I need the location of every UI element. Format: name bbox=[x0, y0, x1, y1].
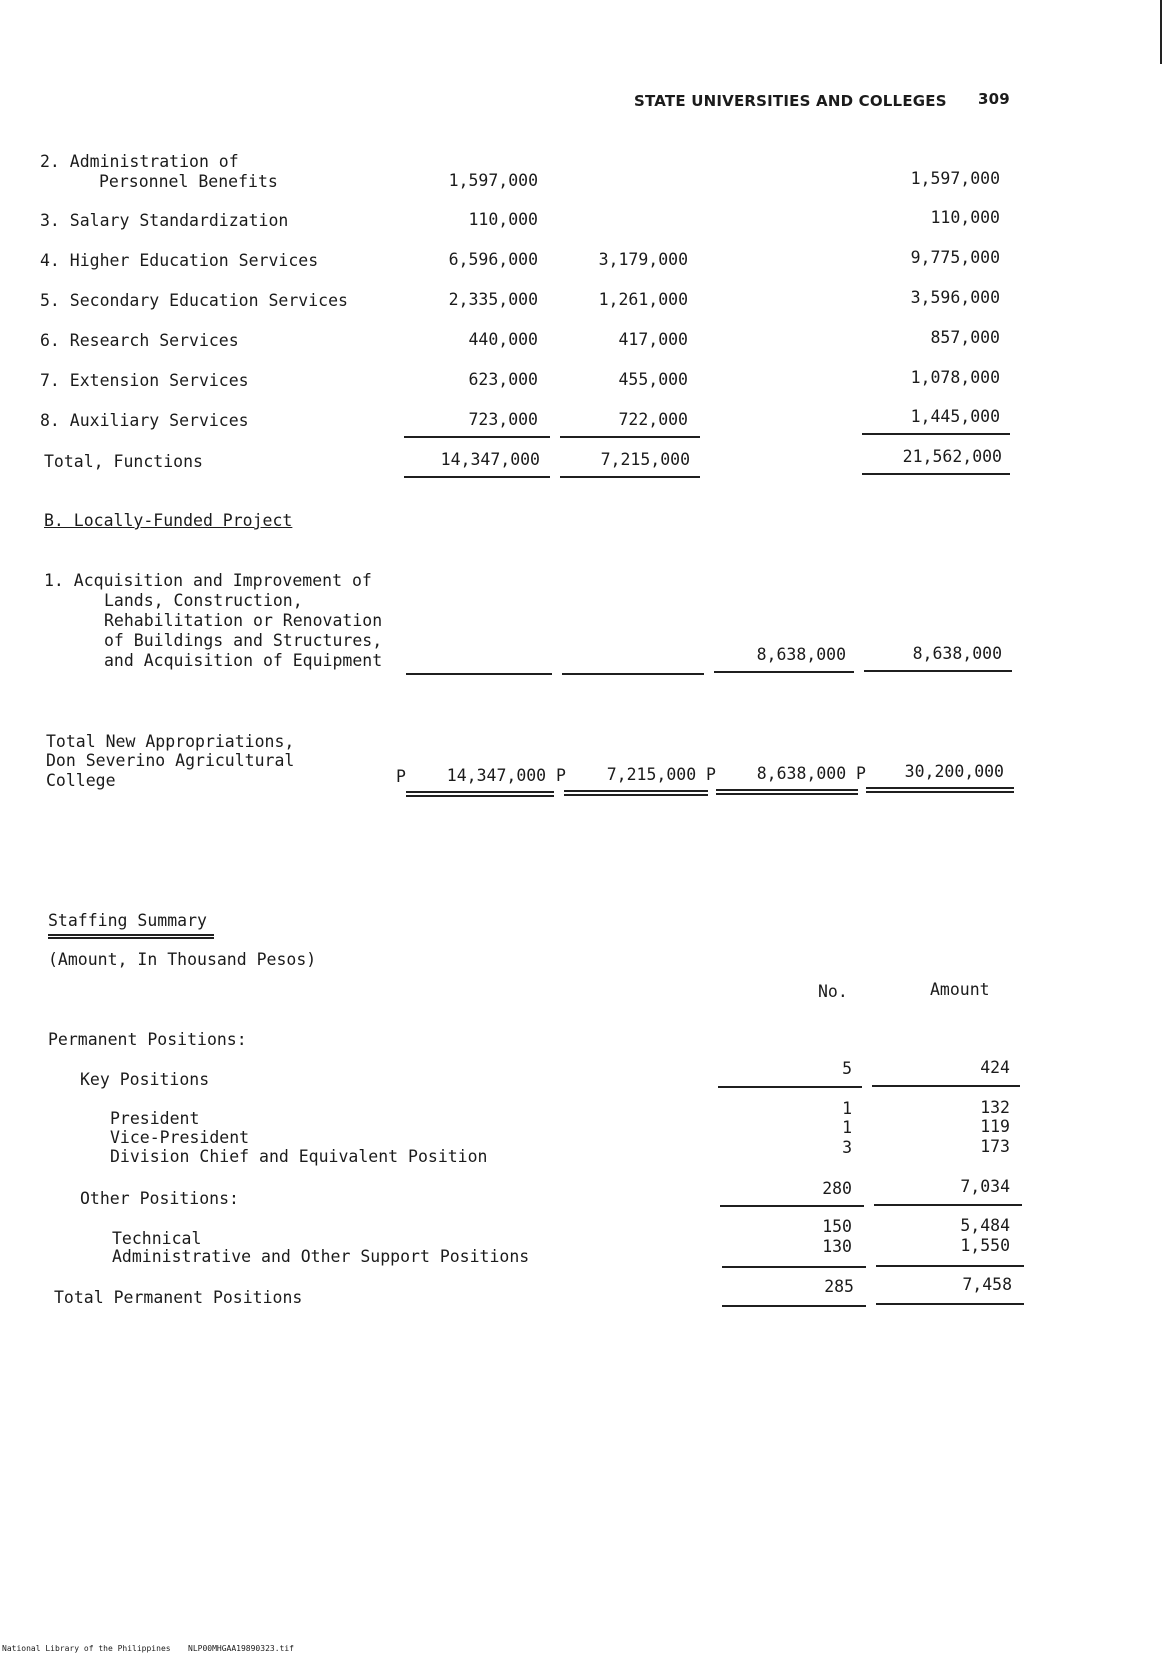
page-edge-mark bbox=[1160, 0, 1162, 64]
total-functions-col2: 7,215,000 bbox=[600, 450, 690, 469]
project-rule bbox=[406, 673, 552, 675]
total-new-col3: 8,638,000 P bbox=[756, 764, 866, 783]
function-label: 8. Auxiliary Services bbox=[40, 411, 249, 430]
grand-total-double-rule bbox=[716, 789, 858, 795]
key-positions-no: 5 bbox=[842, 1059, 852, 1078]
function-amount-total: 9,775,000 bbox=[910, 248, 1000, 267]
project-label-cont: Lands, Construction, bbox=[104, 591, 303, 610]
staffing-rule bbox=[876, 1303, 1024, 1305]
function-amount-col1: 2,335,000 bbox=[448, 290, 538, 309]
position-no: 130 bbox=[822, 1237, 852, 1256]
function-label: 3. Salary Standardization bbox=[40, 211, 289, 230]
position-no: 1 bbox=[842, 1118, 852, 1137]
function-amount-col1: 723,000 bbox=[468, 410, 538, 429]
total-functions-total: 21,562,000 bbox=[902, 447, 1002, 466]
function-label: 7. Extension Services bbox=[40, 371, 249, 390]
total-permanent-amount: 7,458 bbox=[962, 1275, 1012, 1294]
function-amount-col1: 6,596,000 bbox=[448, 250, 538, 269]
project-label-cont: and Acquisition of Equipment bbox=[104, 651, 383, 670]
other-positions-label: Other Positions: bbox=[80, 1189, 239, 1208]
function-amount-col1: 440,000 bbox=[468, 330, 538, 349]
scan-footer-filename: NLP00MHGAA19890323.tif bbox=[188, 1644, 294, 1653]
function-amount-total: 1,597,000 bbox=[910, 169, 1000, 188]
position-label: Vice-President bbox=[110, 1128, 250, 1147]
staffing-rule bbox=[872, 1085, 1020, 1087]
function-amount-col2: 455,000 bbox=[618, 370, 688, 389]
project-label: 1. Acquisition and Improvement of bbox=[44, 571, 372, 590]
function-amount-col1: 110,000 bbox=[468, 210, 538, 229]
position-label: Technical bbox=[112, 1229, 202, 1248]
column-header-amount: Amount bbox=[930, 980, 990, 999]
position-amount: 132 bbox=[980, 1098, 1010, 1117]
total-permanent-label: Total Permanent Positions bbox=[54, 1288, 303, 1307]
position-no: 1 bbox=[842, 1099, 852, 1118]
staffing-title: Staffing Summary bbox=[48, 911, 207, 930]
function-amount-col1: 1,597,000 bbox=[448, 171, 538, 190]
function-amount-col2: 722,000 bbox=[618, 410, 688, 429]
position-amount: 1,550 bbox=[960, 1236, 1010, 1255]
project-amount-total: 8,638,000 bbox=[912, 644, 1002, 663]
position-amount: 119 bbox=[980, 1117, 1010, 1136]
staffing-rule bbox=[874, 1204, 1022, 1206]
staffing-rule bbox=[722, 1266, 866, 1268]
total-rule bbox=[404, 476, 550, 478]
running-header-title: STATE UNIVERSITIES AND COLLEGES bbox=[634, 92, 947, 110]
staffing-rule bbox=[718, 1086, 862, 1088]
staffing-subtitle: (Amount, In Thousand Pesos) bbox=[48, 950, 317, 969]
function-label: 5. Secondary Education Services bbox=[40, 291, 348, 310]
scan-footer-library: National Library of the Philippines bbox=[2, 1644, 171, 1653]
position-label: Administrative and Other Support Positions bbox=[112, 1247, 530, 1266]
total-new-total: 30,200,000 bbox=[904, 762, 1004, 781]
total-rule bbox=[862, 473, 1010, 475]
project-rule bbox=[562, 673, 704, 675]
staffing-rule bbox=[876, 1265, 1024, 1267]
staffing-rule bbox=[722, 1305, 866, 1307]
total-new-label-cont: Don Severino Agricultural bbox=[46, 751, 295, 770]
key-positions-label: Key Positions bbox=[80, 1070, 210, 1089]
position-no: 150 bbox=[822, 1217, 852, 1236]
total-permanent-no: 285 bbox=[824, 1277, 854, 1296]
grand-total-double-rule bbox=[866, 787, 1014, 793]
function-amount-total: 857,000 bbox=[930, 328, 1000, 347]
subtotal-rule bbox=[862, 433, 1010, 435]
staffing-title-double-underline bbox=[48, 934, 214, 939]
key-positions-amount: 424 bbox=[980, 1058, 1010, 1077]
total-new-label-cont: College bbox=[46, 771, 116, 790]
function-label-cont: Personnel Benefits bbox=[99, 172, 278, 191]
total-functions-col1: 14,347,000 bbox=[440, 450, 540, 469]
function-label: 6. Research Services bbox=[40, 331, 239, 350]
project-label-cont: Rehabilitation or Renovation bbox=[104, 611, 383, 630]
function-label: 2. Administration of bbox=[40, 152, 239, 171]
section-heading-locally-funded: B. Locally-Funded Project bbox=[44, 511, 293, 530]
position-label: Division Chief and Equivalent Position bbox=[110, 1147, 488, 1166]
other-positions-no: 280 bbox=[822, 1179, 852, 1198]
peso-sign: P bbox=[396, 767, 406, 786]
column-header-no: No. bbox=[818, 982, 848, 1001]
total-functions-label: Total, Functions bbox=[44, 452, 203, 471]
total-new-col2: 7,215,000 P bbox=[606, 765, 716, 784]
permanent-positions-label: Permanent Positions: bbox=[48, 1030, 247, 1049]
function-amount-col2: 1,261,000 bbox=[598, 290, 688, 309]
function-amount-total: 3,596,000 bbox=[910, 288, 1000, 307]
subtotal-rule bbox=[560, 436, 700, 438]
position-label: President bbox=[110, 1109, 200, 1128]
project-amount-col3: 8,638,000 bbox=[756, 645, 846, 664]
position-amount: 173 bbox=[980, 1137, 1010, 1156]
function-amount-col2: 417,000 bbox=[618, 330, 688, 349]
project-rule bbox=[864, 670, 1012, 672]
position-amount: 5,484 bbox=[960, 1216, 1010, 1235]
function-amount-total: 1,078,000 bbox=[910, 368, 1000, 387]
function-amount-total: 1,445,000 bbox=[910, 407, 1000, 426]
total-new-label: Total New Appropriations, bbox=[46, 732, 295, 751]
page-number: 309 bbox=[978, 90, 1010, 108]
grand-total-double-rule bbox=[406, 791, 554, 797]
function-amount-total: 110,000 bbox=[930, 208, 1000, 227]
total-rule bbox=[560, 476, 700, 478]
subtotal-rule bbox=[404, 436, 550, 438]
other-positions-amount: 7,034 bbox=[960, 1177, 1010, 1196]
project-label-cont: of Buildings and Structures, bbox=[104, 631, 383, 650]
staffing-rule bbox=[720, 1205, 864, 1207]
function-amount-col1: 623,000 bbox=[468, 370, 538, 389]
function-label: 4. Higher Education Services bbox=[40, 251, 319, 270]
total-new-col1: 14,347,000 P bbox=[446, 766, 566, 785]
grand-total-double-rule bbox=[564, 790, 708, 796]
project-rule bbox=[714, 671, 854, 673]
position-no: 3 bbox=[842, 1138, 852, 1157]
function-amount-col2: 3,179,000 bbox=[598, 250, 688, 269]
